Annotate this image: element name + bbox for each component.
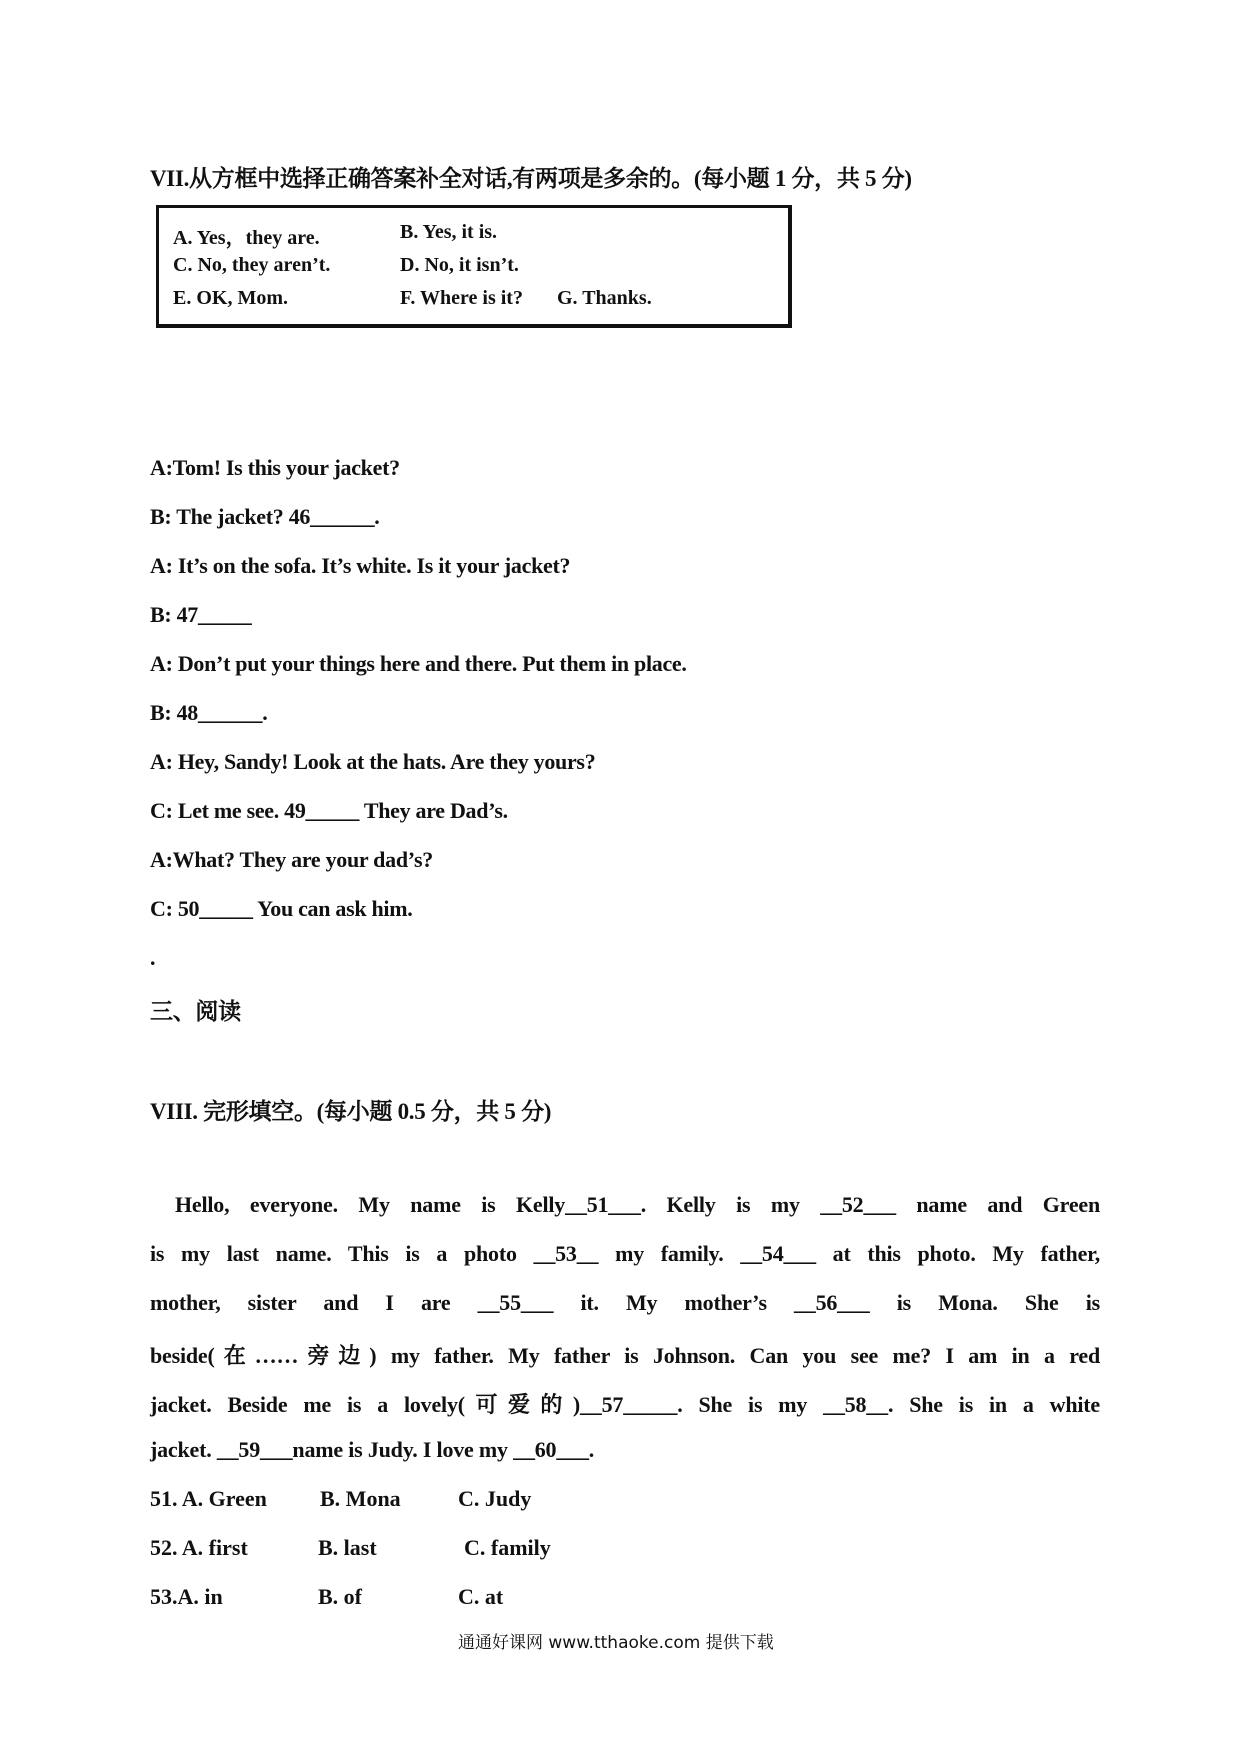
dialogue-line: A:What? They are your dad’s? — [150, 847, 433, 872]
option-a: A. Yes，they are. — [173, 227, 320, 249]
footer-text: 通通好课网 www.tthaoke.com 提供下载 — [458, 1633, 774, 1653]
passage-line: jacket. __59___name is Judy. I love my __60___. — [150, 1437, 595, 1462]
question-51: 51. A. Green — [150, 1486, 267, 1511]
question-51-b: B. Mona — [320, 1486, 401, 1511]
dialogue-line: B: 47_____ — [150, 602, 252, 627]
option-c: C. No, they aren’t. — [173, 254, 331, 276]
section7-heading: VII.从方框中选择正确答案补全对话,有两项是多余的。(每小题 1 分，共 5 分) — [150, 166, 912, 191]
dialogue-line: A: It’s on the sofa. It’s white. Is it your jacket? — [150, 553, 571, 578]
dialogue-line: C: Let me see. 49_____ They are Dad’s. — [150, 798, 508, 823]
passage-line: beside(在……旁边) my father. My father is Johnson. Can you see me? I am in a red — [150, 1343, 1100, 1368]
section8-heading: VIII. 完形填空。(每小题 0.5 分，共 5 分) — [150, 1099, 552, 1124]
option-f: F. Where is it? — [400, 287, 523, 309]
dialogue-line: A:Tom! Is this your jacket? — [150, 455, 400, 480]
passage-line: jacket. Beside me is a lovely(可爱的)__57_____. She is my __58__. She is in a white — [150, 1392, 1100, 1417]
dialogue-line: A: Don’t put your things here and there. Put them in place. — [150, 651, 687, 676]
question-51-c: C. Judy — [458, 1486, 532, 1511]
dialogue-line: B: 48______. — [150, 700, 268, 725]
question-53: 53.A. in — [150, 1584, 223, 1609]
option-b: B. Yes, it is. — [400, 221, 498, 243]
question-53-b: B. of — [318, 1584, 362, 1609]
passage-line: mother, sister and I are __55___ it. My mother’s __56___ is Mona. She is — [150, 1290, 1100, 1315]
option-e: E. OK, Mom. — [173, 287, 288, 309]
passage-line: Hello, everyone. My name is Kelly__51___. Kelly is my __52___ name and Green — [175, 1192, 1100, 1217]
dialogue-line: B: The jacket? 46______. — [150, 504, 380, 529]
dialogue-line: A: Hey, Sandy! Look at the hats. Are they yours? — [150, 749, 596, 774]
question-52-b: B. last — [318, 1535, 377, 1560]
option-g: G. Thanks. — [557, 287, 652, 309]
question-52-c: C. family — [464, 1535, 551, 1560]
question-53-c: C. at — [458, 1584, 504, 1609]
options-box — [156, 205, 792, 328]
part3-heading: 三、阅读 — [150, 999, 241, 1024]
question-52: 52. A. first — [150, 1535, 248, 1560]
option-d: D. No, it isn’t. — [400, 254, 519, 276]
dialogue-line: C: 50_____ You can ask him. — [150, 896, 413, 921]
dialogue-dot: . — [150, 945, 156, 970]
passage-line: is my last name. This is a photo __53__ my family. __54___ at this photo. My father, — [150, 1241, 1100, 1266]
